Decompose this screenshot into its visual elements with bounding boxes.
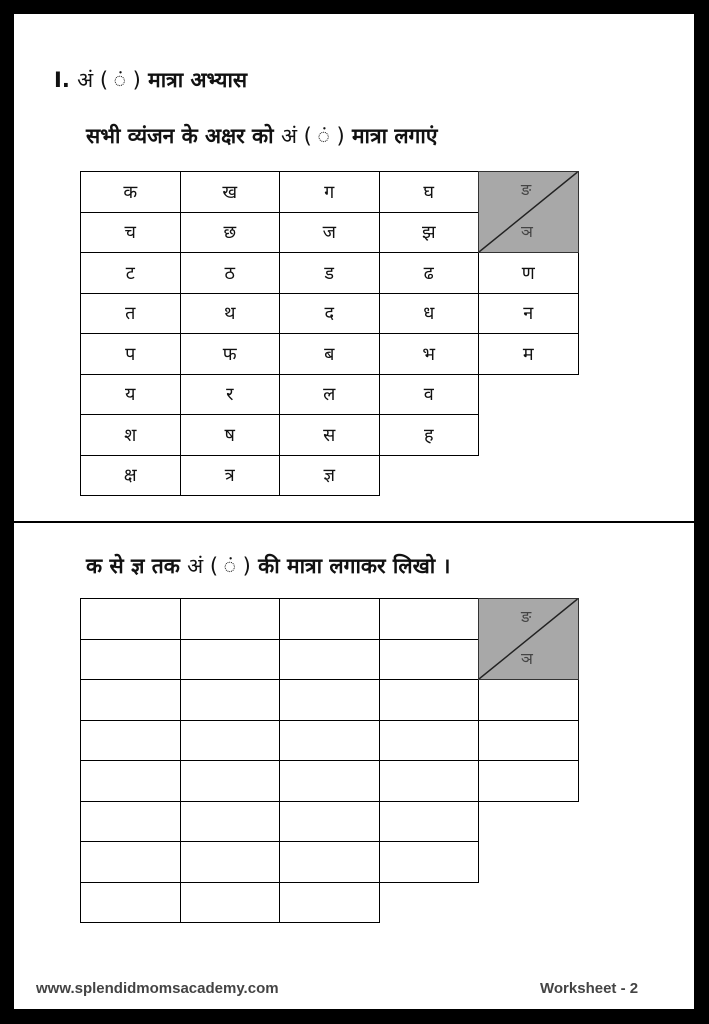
grid1-cell: फ	[180, 333, 281, 375]
instruction-2	[86, 552, 450, 580]
grid1-cell: भ	[379, 333, 480, 375]
instruction-2-tail: की मात्रा लगाकर लिखो ।	[258, 554, 451, 578]
grid2-cell[interactable]	[80, 882, 181, 924]
grid1-cell: ठ	[180, 252, 281, 294]
grid1-cell: ज्ञ	[279, 455, 380, 497]
grid2-cell[interactable]	[478, 679, 579, 721]
grid2-cell[interactable]	[279, 841, 380, 883]
grid2-cell[interactable]	[80, 801, 181, 843]
grid1-cell: य	[80, 374, 181, 416]
grid2-cell[interactable]	[180, 841, 281, 883]
grid1-cell: ड	[279, 252, 380, 294]
grid1-cell: द	[279, 293, 380, 335]
grid1-cell: र	[180, 374, 281, 416]
grid2-cell[interactable]	[279, 882, 380, 924]
instruction-1-symbol: अं ( ं )	[280, 124, 345, 148]
section-divider	[14, 521, 694, 523]
grid2-cell[interactable]	[180, 882, 281, 924]
grid1-cell: क	[80, 171, 181, 213]
grid1-cell: न	[478, 293, 579, 335]
grid2-cell[interactable]	[379, 598, 480, 640]
grid1-cell: प	[80, 333, 181, 375]
instruction-1-text: सभी व्यंजन के अक्षर को	[86, 124, 274, 148]
grid2-cell[interactable]	[379, 841, 480, 883]
grid1-cell: ण	[478, 252, 579, 294]
grid2-cell[interactable]	[180, 760, 281, 802]
footer-website: www.splendidmomsacademy.com	[36, 980, 279, 997]
grid1-cell: ह	[379, 414, 480, 456]
grid2-cell[interactable]	[180, 720, 281, 762]
grid2-cell[interactable]	[180, 679, 281, 721]
heading-number: I.	[54, 68, 70, 92]
grid1-cell: ज	[279, 212, 380, 254]
grid2-shaded-cell	[478, 598, 579, 680]
grid2-cell[interactable]	[379, 760, 480, 802]
grid2-cell[interactable]	[279, 598, 380, 640]
grid2-cell[interactable]	[80, 760, 181, 802]
grid2-cell[interactable]	[80, 841, 181, 883]
grid2-shaded-bottom-letter: ञ	[521, 649, 533, 668]
grid1-cell: त्र	[180, 455, 281, 497]
grid1-cell: त	[80, 293, 181, 335]
grid1-cell: ष	[180, 414, 281, 456]
grid1-cell: ध	[379, 293, 480, 335]
grid1-cell: झ	[379, 212, 480, 254]
grid1-cell: ब	[279, 333, 380, 375]
grid2-cell[interactable]	[80, 720, 181, 762]
grid1-cell: स	[279, 414, 380, 456]
grid2-cell[interactable]	[279, 639, 380, 681]
page-heading	[54, 66, 247, 94]
grid1-cell: च	[80, 212, 181, 254]
grid1-cell: घ	[379, 171, 480, 213]
grid1-cell: म	[478, 333, 579, 375]
grid1-shaded-cell	[478, 171, 579, 253]
grid2-cell[interactable]	[478, 760, 579, 802]
grid2-cell[interactable]	[279, 720, 380, 762]
heading-symbol: अं ( ं )	[77, 68, 141, 92]
grid2-cell[interactable]	[279, 760, 380, 802]
instruction-1	[86, 122, 437, 150]
heading-title: मात्रा अभ्यास	[148, 68, 248, 92]
instruction-2-symbol: अं ( ं )	[187, 554, 251, 578]
grid2-cell[interactable]	[478, 720, 579, 762]
grid2-cell[interactable]	[80, 679, 181, 721]
grid2-cell[interactable]	[180, 801, 281, 843]
instruction-1-tail: मात्रा लगाएं	[351, 124, 438, 148]
grid2-shaded-top-letter: ङ	[521, 607, 532, 626]
grid2-cell[interactable]	[80, 639, 181, 681]
grid2-cell[interactable]	[379, 801, 480, 843]
instruction-2-text: क से ज्ञ तक	[86, 554, 180, 578]
footer-worksheet-number: Worksheet - 2	[540, 980, 639, 997]
grid1-cell: ट	[80, 252, 181, 294]
grid2-cell[interactable]	[80, 598, 181, 640]
grid1-cell: व	[379, 374, 480, 416]
grid1-cell: श	[80, 414, 181, 456]
grid1-cell: ढ	[379, 252, 480, 294]
grid1-cell: ल	[279, 374, 380, 416]
grid2-cell[interactable]	[180, 639, 281, 681]
grid1-cell: ख	[180, 171, 281, 213]
grid2-cell[interactable]	[379, 639, 480, 681]
grid1-cell: छ	[180, 212, 281, 254]
grid2-cell[interactable]	[180, 598, 281, 640]
grid2-cell[interactable]	[279, 679, 380, 721]
grid1-cell: थ	[180, 293, 281, 335]
grid2-cell[interactable]	[279, 801, 380, 843]
grid2-cell[interactable]	[379, 679, 480, 721]
grid1-shaded-top-letter: ङ	[521, 180, 532, 199]
grid1-cell: क्ष	[80, 455, 181, 497]
worksheet-page	[14, 14, 694, 1009]
grid2-cell[interactable]	[379, 720, 480, 762]
grid1-cell: ग	[279, 171, 380, 213]
grid1-shaded-bottom-letter: ञ	[521, 222, 533, 241]
